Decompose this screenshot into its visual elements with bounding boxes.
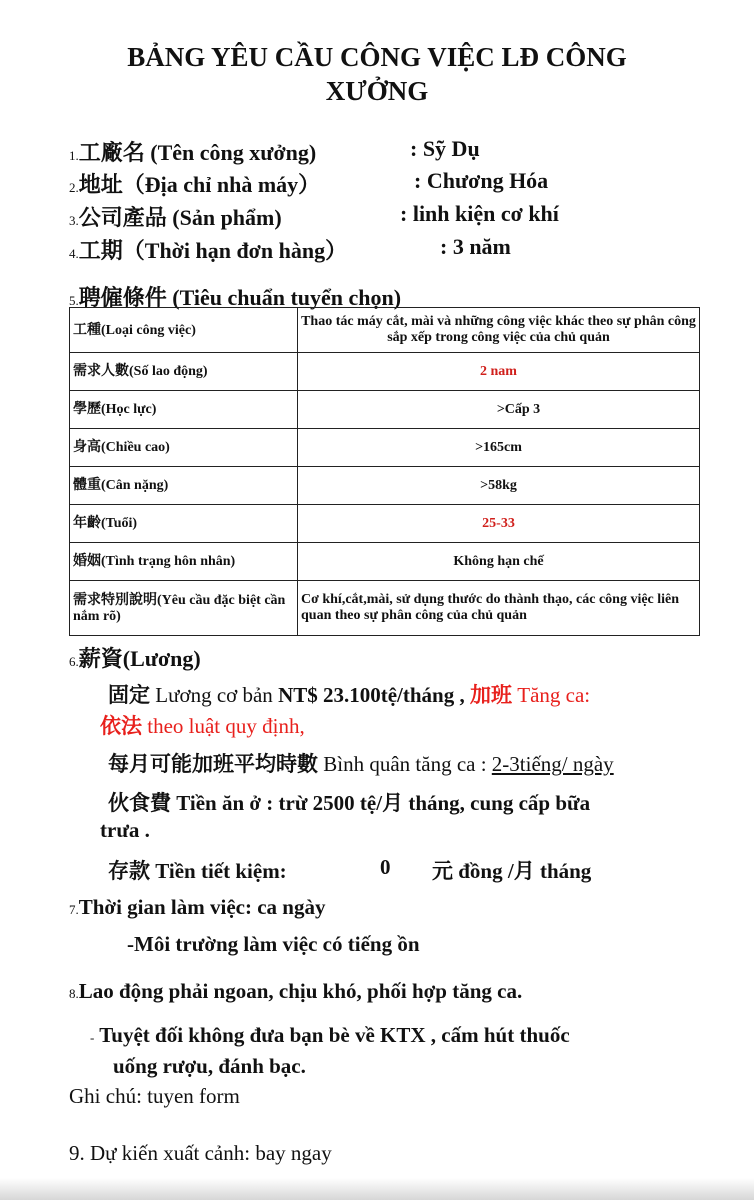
table-label-cell: 婚姻(Tình trạng hôn nhân) xyxy=(70,543,298,581)
table-label-cell: 需求人數(Số lao động) xyxy=(70,353,298,391)
table-row xyxy=(70,353,700,391)
requirements-table xyxy=(69,307,700,636)
section-8-conduct: 8.Lao động phải ngoan, chịu khó, phối hợp tăng ca. xyxy=(69,979,523,1003)
section-5-heading: 5.聘僱條件 (Tiêu chuẩn tuyển chọn) xyxy=(69,285,402,311)
table-row xyxy=(70,391,700,429)
savings-unit: 元 đồng /月 tháng xyxy=(432,859,592,883)
overtime-average-line: 每月可能加班平均時數 Bình quân tăng ca : 2-3tiếng/ ngày xyxy=(108,752,614,776)
table-value-cell: >165cm xyxy=(298,429,700,467)
table-row xyxy=(70,308,700,353)
document-title-line2: XƯỞNG xyxy=(325,76,429,106)
bottom-shadow xyxy=(0,1178,754,1200)
note-text: Ghi chú: tuyen form xyxy=(69,1084,240,1108)
info-address: 2.地址（Địa chỉ nhà máy） xyxy=(69,172,321,198)
salary-law-line: 依法 theo luật quy định, xyxy=(100,714,305,738)
savings-value: 0 xyxy=(380,855,391,879)
section-7-environment: -Môi trường làm việc có tiếng ồn xyxy=(127,932,420,956)
table-value-cell: Thao tác máy cắt, mài và những công việc khác theo sự phân công sắp xếp trong công việc của chủ quản xyxy=(298,308,700,353)
document-title-line1: BẢNG YÊU CẦU CÔNG VIỆC LĐ CÔNG xyxy=(127,42,627,72)
table-value-cell: Không hạn chế xyxy=(298,543,700,581)
table-label-cell: 體重(Cân nặng) xyxy=(70,467,298,505)
table-value-cell: 2 nam xyxy=(298,353,700,391)
table-label-cell: 需求特別說明(Yêu cầu đặc biệt cần nắm rõ) xyxy=(70,581,298,636)
food-fee-line-2: trưa . xyxy=(100,818,150,842)
table-label-cell: 身高(Chiều cao) xyxy=(70,429,298,467)
table-label-cell: 工種(Loại công việc) xyxy=(70,308,298,353)
table-label-cell: 學歷(Học lực) xyxy=(70,391,298,429)
table-row xyxy=(70,505,700,543)
table-row xyxy=(70,581,700,636)
section-6-heading: 6.薪資(Lương) xyxy=(69,646,201,672)
table-label-cell: 年齡(Tuổi) xyxy=(70,505,298,543)
info-product: 3.公司產品 (Sản phẩm) xyxy=(69,205,282,231)
table-value-cell: >Cấp 3 xyxy=(298,391,700,429)
table-value-cell: >58kg xyxy=(298,467,700,505)
info-term-value: : 3 năm xyxy=(440,234,511,259)
info-factory-name-value: : Sỹ Dụ xyxy=(410,136,480,161)
section-8-rules-line-1: - Tuyệt đối không đưa bạn bè về KTX , cấm hút thuốc xyxy=(90,1023,570,1047)
table-row xyxy=(70,543,700,581)
info-factory-name: 1.工廠名 (Tên công xưởng) xyxy=(69,140,317,166)
section-9-departure: 9. Dự kiến xuất cảnh: bay ngay xyxy=(69,1141,332,1165)
savings-line: 存款 Tiền tiết kiệm: xyxy=(108,859,287,883)
info-product-value: : linh kiện cơ khí xyxy=(400,201,559,226)
salary-fixed-line: 固定 Lương cơ bản NT$ 23.100tệ/tháng , 加班 Tăng ca: xyxy=(108,683,591,707)
info-term: 4.工期（Thời hạn đơn hàng） xyxy=(69,238,348,264)
table-value-cell: Cơ khí,cắt,mài, sử dụng thước do thành thạo, các công việc liên quan theo sự phân công của chủ quản xyxy=(298,581,700,636)
table-row xyxy=(70,429,700,467)
food-fee-line: 伙食費 Tiền ăn ở : trừ 2500 tệ/月 tháng, cung cấp bữa xyxy=(108,791,591,815)
section-7-work-time: 7.Thời gian làm việc: ca ngày xyxy=(69,895,326,919)
section-8-rules-line-2: uống rượu, đánh bạc. xyxy=(113,1054,306,1078)
table-row xyxy=(70,467,700,505)
table-value-cell: 25-33 xyxy=(298,505,700,543)
info-address-value: : Chương Hóa xyxy=(414,168,549,193)
